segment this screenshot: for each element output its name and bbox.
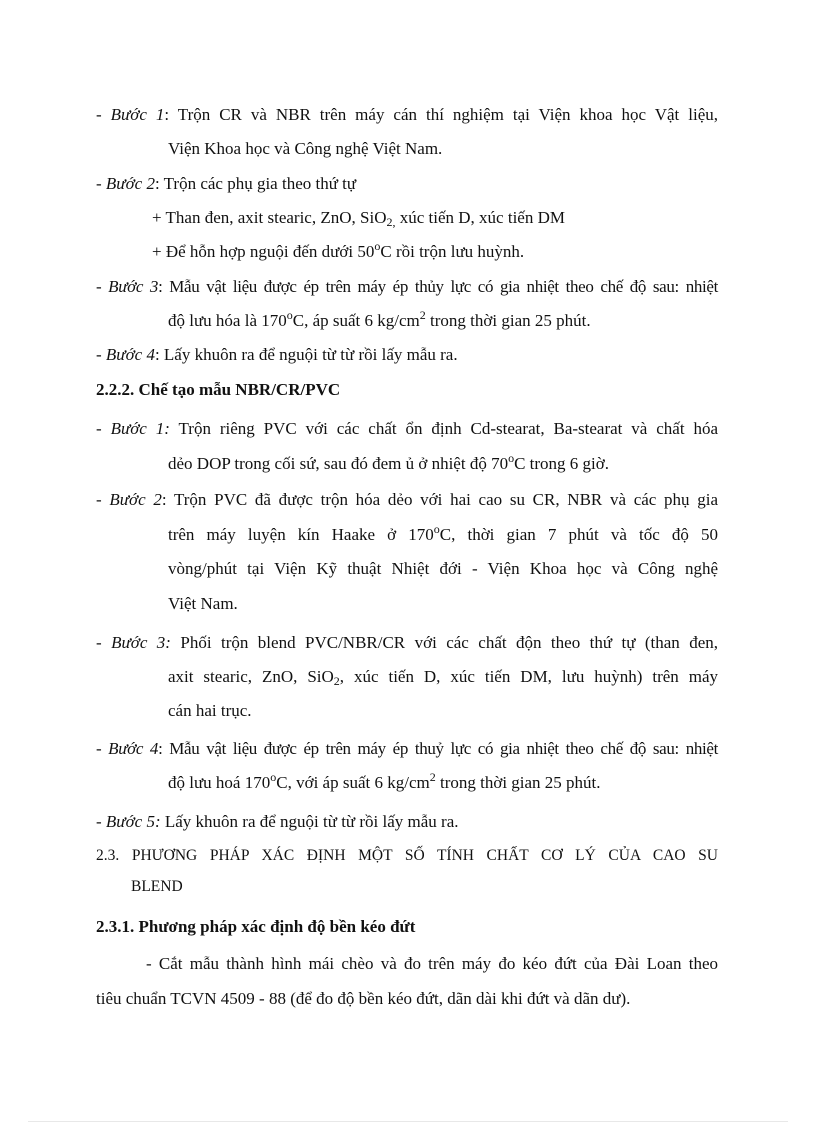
heading-2-3-line-1: 2.3. PHƯƠNG PHÁP XÁC ĐỊNH MỘT SỐ TÍNH CHẤT CƠ LÝ CỦA CAO SU: [96, 847, 718, 864]
proc-step-3-line-3: cán hai trục.: [168, 701, 252, 720]
step-label: Bước 1: [110, 105, 165, 124]
proc-step-1-line-1: - Bước 1: Trộn riêng PVC với các chất ổn định Cd-stearat, Ba-stearat và chất hóa: [96, 419, 718, 438]
step-label: Bước 3: [108, 277, 159, 296]
proc-step-4-line-2: độ lưu hoá 170$^o$C, với áp suất 6 $kg/cm^2$ trong thời gian 25 phút.: [168, 770, 601, 792]
step-label: Bước 4: [108, 739, 159, 758]
step-3-line-1: - Bước 3: Mẫu vật liệu được ép trên máy ép thủy lực có gia nhiệt theo chế độ sau: nhiệt: [96, 277, 718, 296]
step-3-line-2: độ lưu hóa là 170$^o$C, áp suất 6 $kg/cm^2$ trong thời gian 25 phút.: [168, 308, 591, 330]
heading-2-3-1: 2.3.1. Phương pháp xác định độ bền kéo đứt: [96, 917, 416, 936]
proc-step-5-line-1: - Bước 5: Lấy khuôn ra để nguội từ từ rồi lấy mẫu ra.: [96, 812, 459, 831]
step-label: Bước 2: [109, 490, 162, 509]
step-2-line-1: - Bước 2: Trộn các phụ gia theo thứ tự: [96, 174, 357, 193]
step-2-point-1: + Than đen, axit stearic, ZnO, SiO$_{2,}$ xúc tiến D, xúc tiến DM: [152, 208, 565, 229]
proc-step-2-line-4: Việt Nam.: [168, 594, 238, 613]
step-2-point-2: + Để hỗn hợp nguội đến dưới 50$^o$C rồi trộn lưu huỳnh.: [152, 239, 525, 261]
step-4-line-1: - Bước 4: Lấy khuôn ra để nguội từ từ rồi lấy mẫu ra.: [96, 345, 458, 364]
proc-step-1-line-2: dẻo DOP trong cối sứ, sau đó đem ủ ở nhiệt độ 70$^o$C trong 6 giờ.: [168, 451, 610, 473]
proc-step-3-line-1: - Bước 3: Phối trộn blend PVC/NBR/CR với các chất độn theo thứ tự (than đen,: [96, 633, 719, 652]
proc-step-2-line-1: - Bước 2: Trộn PVC đã được trộn hóa dẻo với hai cao su CR, NBR và các phụ gia: [96, 490, 718, 509]
heading-2-2-2: 2.2.2. Chế tạo mẫu NBR/CR/PVC: [96, 380, 341, 399]
proc-step-3-line-2: axit stearic, ZnO, SiO$_2$, xúc tiến D, xúc tiến DM, lưu huỳnh) trên máy: [168, 667, 718, 688]
proc-step-4-line-1: - Bước 4: Mẫu vật liệu được ép trên máy ép thuỷ lực có gia nhiệt theo chế độ sau: nhiệt: [96, 739, 718, 758]
step-1-line-2: Viện Khoa học và Công nghệ Việt Nam.: [168, 139, 443, 158]
page-bottom-divider: [28, 1121, 788, 1122]
step-label: Bước 2: [105, 174, 155, 193]
paragraph-2-3-1-line-1: - Cắt mẫu thành hình mái chèo và đo trên máy đo kéo đứt của Đài Loan theo: [146, 954, 718, 973]
step-label: Bước 1:: [110, 419, 170, 438]
paragraph-2-3-1-line-2: tiêu chuẩn TCVN 4509 - 88 (để đo độ bền kéo đứt, dãn dài khi đứt và dãn dư).: [96, 989, 631, 1008]
heading-2-3-line-2: BLEND: [131, 878, 183, 895]
step-1-line-1: - Bước 1: Trộn CR và NBR trên máy cán thí nghiệm tại Viện khoa học Vật liệu,: [96, 105, 718, 124]
step-label: Bước 4: [105, 345, 155, 364]
step-label: Bước 3:: [111, 633, 171, 652]
step-label: Bước 5:: [105, 812, 161, 831]
proc-step-2-line-3: vòng/phút tại Viện Kỹ thuật Nhiệt đới - Viện Khoa học và Công nghệ: [168, 559, 718, 578]
proc-step-2-line-2: trên máy luyện kín Haake ở 170$^o$C, thời gian 7 phút và tốc độ 50: [168, 522, 718, 544]
